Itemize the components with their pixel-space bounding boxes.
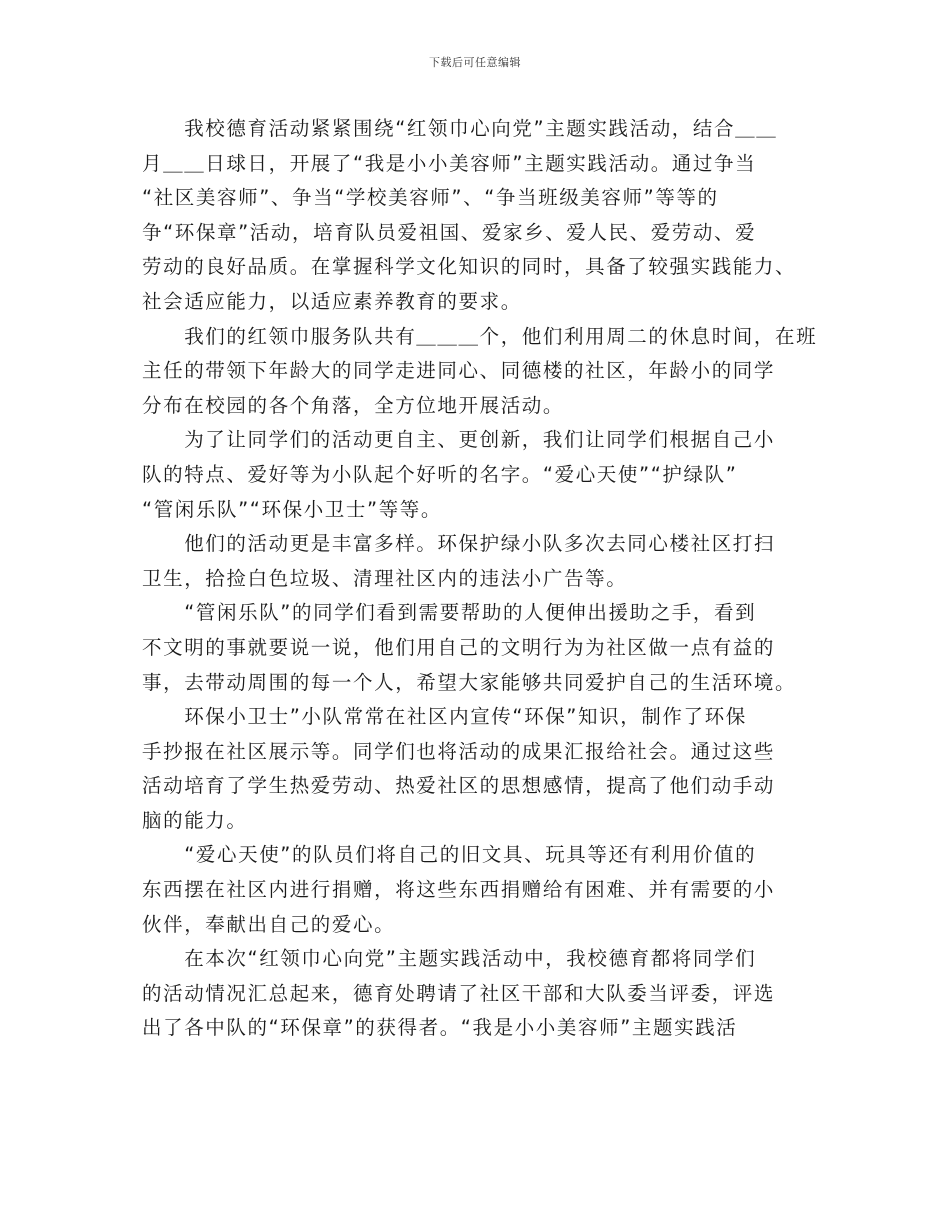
text-line: 分布在校园的各个角落，全方位地开展活动。 [142, 393, 565, 417]
text-line: 为了让同学们的活动更自主、更创新，我们让同学们根据自己小 [142, 428, 776, 452]
text-line: 争“环保章”活动，培育队员爱祖国、爱家乡、爱人民、爱劳动、爱 [142, 220, 757, 244]
page-header: 下载后可任意编辑 [429, 56, 521, 69]
text-line: 卫生，拾捡白色垃圾、清理社区内的违法小广告等。 [142, 566, 628, 590]
text-line: 主任的带领下年龄大的同学走进同心、同德楼的社区，年龄小的同学 [142, 359, 776, 383]
text-line: 我校德育活动紧紧围绕“红领巾心向党”主题实践活动，结合＿＿ [142, 117, 778, 140]
text-line: “爱心天使”的队员们将自己的旧文具、玩具等还有利用价值的 [142, 843, 757, 867]
text-line: “管闲乐队”“环保小卫士”等等。 [142, 497, 443, 521]
text-line: 东西摆在社区内进行捐赠，将这些东西捐赠给有困难、并有需要的小 [142, 878, 776, 902]
text-line: 社会适应能力，以适应素养教育的要求。 [142, 289, 522, 313]
text-line: 脑的能力。 [142, 808, 248, 832]
text-line: 事，去带动周围的每一个人，希望大家能够共同爱护自己的生活环境。 [142, 670, 797, 694]
text-line: 出了各中队的“环保章”的获得者。“我是小小美容师”主题实践活 [142, 1016, 738, 1040]
text-line: “管闲乐队”的同学们看到需要帮助的人便伸出援助之手，看到 [142, 601, 757, 625]
text-line: “社区美容师”、争当“学校美容师”、“争当班级美容师”等等的 [142, 186, 719, 210]
text-line: 伙伴，奉献出自己的爱心。 [142, 912, 396, 936]
text-line: 我们的红领巾服务队共有＿＿＿个，他们利用周二的休息时间，在班 [142, 324, 818, 348]
text-line: 手抄报在社区展示等。同学们也将活动的成果汇报给社会。通过这些 [142, 739, 776, 763]
text-line: 的活动情况汇总起来，德育处聘请了社区干部和大队委当评委，评选 [142, 981, 776, 1005]
text-line: 劳动的良好品质。在掌握科学文化知识的同时，具备了较强实践能力、 [142, 255, 797, 279]
text-line: 在本次“红领巾心向党”主题实践活动中，我校德育都将同学们 [142, 947, 757, 971]
document-body [142, 112, 818, 1046]
text-line: 队的特点、爱好等为小队起个好听的名字。“爱心天使”“护绿队” [142, 462, 738, 486]
text-line: 环保小卫士”小队常常在社区内宣传“环保”知识，制作了环保 [142, 705, 747, 729]
text-line: 月＿＿日球日，开展了“我是小小美容师”主题实践活动。通过争当 [142, 151, 757, 175]
text-line: 他们的活动更是丰富多样。环保护绿小队多次去同心楼社区打扫 [142, 532, 776, 556]
text-line: 不文明的事就要说一说，他们用自己的文明行为为社区做一点有益的 [142, 635, 776, 659]
text-line: 活动培育了学生热爱劳动、热爱社区的思想感情，提高了他们动手动 [142, 774, 776, 798]
